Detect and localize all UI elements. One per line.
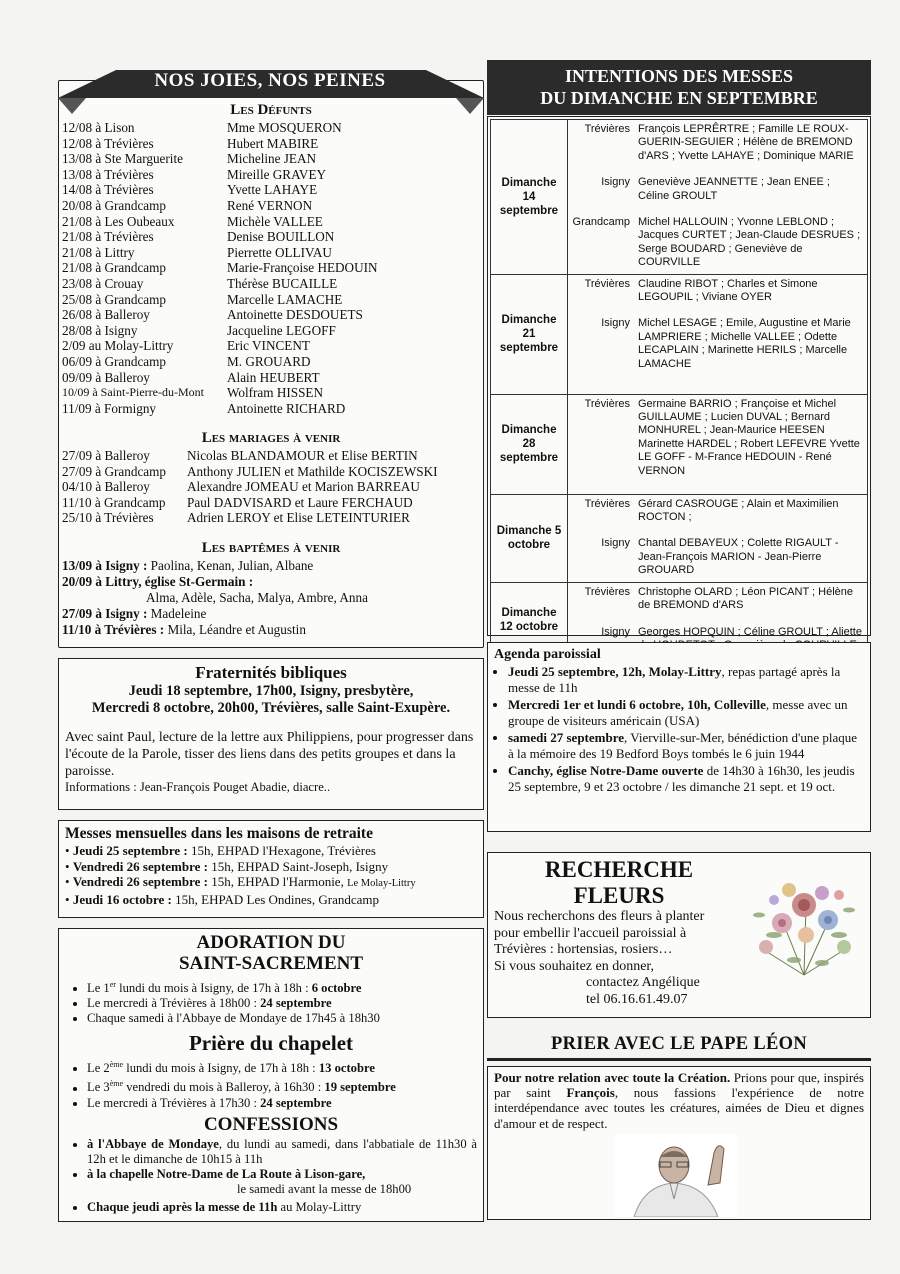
defunt-name: Hubert MABIRE xyxy=(227,135,319,151)
intention-row xyxy=(491,120,868,275)
defunt-date: 20/08 à Grandcamp xyxy=(62,197,166,213)
intention-day: Dimanche 21 septembre xyxy=(491,274,568,394)
intentions-box xyxy=(487,116,871,636)
fleurs-line4: Si vous souhaitez en donner, xyxy=(494,958,655,974)
schedule-item: • Chaque samedi à l'Abbaye de Mondaye de 17h45 à 18h30 xyxy=(87,1011,477,1026)
retraite-list xyxy=(65,843,477,907)
intention-entry xyxy=(568,534,867,581)
confessions-list xyxy=(65,1137,477,1215)
confession-item: • à la chapelle Notre-Dame de La Route à Lison-gare, le samedi avant la messe de 18h00 xyxy=(87,1167,477,1197)
schedule-item: • Le mercredi à Trévières à 18h00 : 24 septembre xyxy=(87,996,477,1011)
intentions-banner xyxy=(487,60,871,115)
defunt-date: 25/08 à Grandcamp xyxy=(62,291,166,307)
intention-names: Geneviève JEANNETTE ; Jean ENEE ; Céline GROULT xyxy=(638,176,830,202)
retraite-item: • Vendredi 26 septembre : 15h, EHPAD l'Harmonie, Le Molay-Littry xyxy=(65,874,416,889)
defunt-name: Yvette LAHAYE xyxy=(227,182,318,198)
baptemes-title: Les baptêmes à venir xyxy=(201,540,341,556)
intention-names: Germaine BARRIO ; Françoise et Michel GUILLAUME ; Lucien DUVAL ; Bernard MONHUREL ; Jean-Maurice HEESEN Marinette HARDEL ; Robert LEFEVRE Yvette LE GOFF - M-France HEDOUIN - René VERNON xyxy=(638,397,860,477)
defunt-row xyxy=(62,151,482,167)
bapteme-names: Paolina, Kenan, Julian, Albane xyxy=(150,558,314,573)
defunt-name: Mireille GRAVEY xyxy=(227,166,327,182)
agenda-list xyxy=(494,664,864,795)
defunt-date: 09/09 à Balleroy xyxy=(62,369,150,385)
agenda-item: • samedi 27 septembre, Vierville-sur-Mer, bénédiction d'une plaque à la mémoire des 19 Bedford Boys tombés le 6 juin 1944 xyxy=(508,730,864,762)
intention-entry xyxy=(568,395,867,482)
mariage-row xyxy=(62,479,482,495)
defunt-row xyxy=(62,401,482,417)
fleurs-line5: contactez Angélique xyxy=(586,975,700,990)
defunt-date: 06/09 à Grandcamp xyxy=(62,353,166,369)
mariages-list xyxy=(62,448,482,526)
schedule-item: • Le mercredi à Trévières à 17h30 : 24 septembre xyxy=(87,1096,477,1111)
defunt-name: Michèle VALLEE xyxy=(227,213,323,229)
schedule-item: • Le 1er lundi du mois à Isigny, de 17h à 18h : 6 octobre xyxy=(87,977,477,996)
mariages-title: Les mariages à venir xyxy=(201,430,341,446)
defunt-row xyxy=(62,229,482,245)
defunt-date: 28/08 à Isigny xyxy=(62,322,138,338)
fraternites-text: Avec saint Paul, lecture de la lettre aux Philippiens, pour progresser dans l'écoute de la Parole, tisser des liens dans des petits groupes et dans la paroisse. xyxy=(65,730,474,779)
intention-place: Trévières xyxy=(584,397,630,410)
bapteme-row xyxy=(62,606,482,622)
mariage-names: Anthony JULIEN et Mathilde KOCISZEWSKI xyxy=(187,463,438,479)
mariage-date: 11/10 à Grandcamp xyxy=(62,494,166,510)
intention-names: Chantal DEBAYEUX ; Colette RIGAULT - Jean-François MARION - Jean-Pierre GROUARD xyxy=(638,537,839,577)
defunt-name: Thérèse BUCAILLE xyxy=(227,275,338,291)
agenda-item: • Canchy, église Notre-Dame ouverte de 14h30 à 16h30, les jeudis 25 septembre, 9 et 23 octobre / les dimanche 21 sept. et 19 oct. xyxy=(508,763,864,795)
retraite-date: Jeudi 16 octobre : xyxy=(72,891,172,907)
fleurs-box xyxy=(487,852,871,1018)
defunt-row xyxy=(62,323,482,339)
defunt-date: 13/08 à Ste Marguerite xyxy=(62,151,183,167)
defunt-row xyxy=(62,182,482,198)
defunt-row xyxy=(62,260,482,276)
intention-place: Isigny xyxy=(601,537,630,550)
defunt-name: Marcelle LAMACHE xyxy=(227,291,343,307)
intention-day: Dimanche 12 octobre xyxy=(491,582,568,658)
pape-text2: , nous fassions l'expérience de notre interdépendance avec toutes les créatures, aimées de Dieu et dignes d'amour et de respect. xyxy=(494,1085,864,1131)
defunts-title: Les Défunts xyxy=(230,102,312,118)
defunt-row xyxy=(62,370,482,386)
bapteme-place: 27/09 à Isigny : xyxy=(62,606,148,621)
defunt-name: Pierrette OLLIVAU xyxy=(227,244,332,260)
intention-place: Grandcamp xyxy=(572,216,630,229)
intention-entry xyxy=(568,173,867,207)
bapteme-place: 11/10 à Trévières : xyxy=(62,622,165,637)
defunt-row xyxy=(62,198,482,214)
pape-text xyxy=(494,1070,864,1131)
mariage-names: Paul DADVISARD et Laure FERCHAUD xyxy=(187,494,413,510)
retraite-text: 15h, EHPAD l'Harmonie, xyxy=(211,874,344,889)
intention-entry xyxy=(568,213,867,274)
pape-rule xyxy=(487,1058,871,1061)
retraite-box xyxy=(58,820,484,918)
intention-entry xyxy=(568,275,867,309)
defunt-name: Mme MOSQUERON xyxy=(227,120,342,135)
fraternites-title: Fraternités bibliques xyxy=(195,663,347,682)
pape-text1: Prions pour que, inspirés par saint xyxy=(494,1070,864,1101)
intention-place: Isigny xyxy=(601,625,630,638)
defunt-date: 12/08 à Lison xyxy=(62,120,135,135)
defunt-date: 21/08 à Trévières xyxy=(62,229,154,245)
mariage-row xyxy=(62,495,482,511)
intentions-title1: INTENTIONS DES MESSES xyxy=(564,66,794,86)
confessions-title: CONFESSIONS xyxy=(203,1113,339,1135)
adoration-title2: SAINT-SACREMENT xyxy=(178,953,364,974)
defunt-name: Micheline JEAN xyxy=(227,151,316,167)
joies-title: NOS JOIES, NOS PEINES xyxy=(154,70,386,91)
defunt-date: 21/08 à Littry xyxy=(62,244,135,260)
intention-names: Gérard CASROUGE ; Alain et Maximilien ROCTON ; xyxy=(638,497,839,524)
mariage-date: 27/09 à Balleroy xyxy=(62,448,150,463)
intention-names: Christophe OLARD ; Léon PICANT ; Hélène de BREMOND d'ARS xyxy=(638,585,854,612)
defunt-row xyxy=(62,245,482,261)
intention-place: Isigny xyxy=(601,176,630,189)
fraternites-info: Informations : Jean-François Pouget Abadie, diacre.. xyxy=(65,780,331,794)
defunt-name: Jacqueline LEGOFF xyxy=(227,322,336,338)
adoration-box xyxy=(58,928,484,1222)
agenda-title: Agenda paroissial xyxy=(494,647,601,662)
schedule-item: • Le 3ème vendredi du mois à Balleroy, à 16h30 : 19 septembre xyxy=(87,1076,477,1095)
defunt-row xyxy=(62,136,482,152)
fraternites-box xyxy=(58,658,484,810)
intention-day: Dimanche 5 octobre xyxy=(491,494,568,582)
defunts-list xyxy=(62,120,482,416)
mariage-names: Nicolas BLANDAMOUR et Elise BERTIN xyxy=(187,448,418,463)
intention-entry xyxy=(568,495,867,529)
retraite-item: • Jeudi 16 octobre : 15h, EHPAD Les Ondines, Grandcamp xyxy=(65,891,380,907)
defunt-date: 13/08 à Trévières xyxy=(62,166,154,182)
retraite-text: 15h, EHPAD Saint-Joseph, Isigny xyxy=(211,858,389,874)
intention-names: Claudine RIBOT ; Charles et Simone LEGOUPIL ; Viviane OYER xyxy=(638,277,818,304)
mariage-names: Adrien LEROY et Elise LETEINTURIER xyxy=(187,510,410,526)
intention-entry xyxy=(568,314,867,375)
defunt-date: 23/08 à Crouay xyxy=(62,275,144,291)
defunt-name: Eric VINCENT xyxy=(227,338,310,354)
defunt-name: Marie-Françoise HEDOUIN xyxy=(227,260,378,276)
mariage-date: 25/10 à Trévières xyxy=(62,510,154,526)
retraite-item: • Jeudi 25 septembre : 15h, EHPAD l'Hexagone, Trévières xyxy=(65,843,376,858)
baptemes-list xyxy=(62,558,482,638)
defunt-date: 12/08 à Trévières xyxy=(62,135,154,151)
defunt-row xyxy=(62,385,482,401)
defunt-name: Wolfram HISSEN xyxy=(227,385,324,401)
defunt-row xyxy=(62,338,482,354)
intention-place: Isigny xyxy=(601,317,630,330)
chapelet-list xyxy=(65,1057,477,1110)
intention-row xyxy=(491,394,868,494)
intentions-table xyxy=(490,119,868,659)
retraite-title: Messes mensuelles dans les maisons de retraite xyxy=(65,825,373,842)
intention-place: Trévières xyxy=(584,497,630,510)
defunt-name: Antoinette RICHARD xyxy=(227,400,346,416)
defunt-row xyxy=(62,276,482,292)
mariage-date: 27/09 à Grandcamp xyxy=(62,463,166,479)
bapteme-place: 13/09 à Isigny : xyxy=(62,558,148,573)
bapteme-row xyxy=(62,558,482,574)
mariage-names: Alexandre JOMEAU et Marion BARREAU xyxy=(187,479,420,495)
defunt-date: 21/08 à Les Oubeaux xyxy=(62,213,175,229)
adoration-list xyxy=(65,977,477,1026)
intention-entry xyxy=(568,583,867,617)
defunt-row xyxy=(62,120,482,136)
defunt-date: 11/09 à Formigny xyxy=(62,400,157,416)
defunt-name: René VERNON xyxy=(227,197,313,213)
fleurs-line2: pour embellir l'accueil paroissial à xyxy=(494,925,687,941)
defunt-date: 26/08 à Balleroy xyxy=(62,307,150,323)
defunt-date: 14/08 à Trévières xyxy=(62,182,154,198)
defunt-row xyxy=(62,292,482,308)
mariage-row xyxy=(62,464,482,480)
adoration-title1: ADORATION DU xyxy=(196,932,346,953)
retraite-item: • Vendredi 26 septembre : 15h, EHPAD Saint-Joseph, Isigny xyxy=(65,858,389,874)
defunt-name: Antoinette DESDOUETS xyxy=(227,307,363,323)
defunt-row xyxy=(62,214,482,230)
agenda-item: • Mercredi 1er et lundi 6 octobre, 10h, Colleville, messe avec un groupe de visiteurs américain (USA) xyxy=(508,697,864,729)
mariage-date: 04/10 à Balleroy xyxy=(62,479,150,495)
intention-place: Trévières xyxy=(584,585,630,598)
defunt-row xyxy=(62,167,482,183)
intention-row xyxy=(491,494,868,582)
fraternites-line2: Mercredi 8 octobre, 20h00, Trévières, salle Saint-Exupère. xyxy=(91,700,451,716)
intention-place: Trévières xyxy=(584,123,630,135)
defunt-date: 21/08 à Grandcamp xyxy=(62,260,166,276)
intention-names: Georges HOPQUIN ; Céline GROULT ; Aliette xyxy=(638,625,862,638)
intention-day: Dimanche 28 septembre xyxy=(491,394,568,494)
defunt-name: M. GROUARD xyxy=(227,353,311,369)
fleurs-title2: FLEURS xyxy=(573,883,665,908)
pape-bold2: François xyxy=(566,1085,615,1101)
bapteme-row xyxy=(62,574,482,606)
confession-item: • à l'Abbaye de Mondaye, du lundi au samedi, dans l'abbatiale de 11h30 à 12h et le dimanche de 10h15 à 11h xyxy=(87,1137,477,1167)
bapteme-names: Mila, Léandre et Augustin xyxy=(167,622,306,637)
retraite-date: Vendredi 26 septembre : xyxy=(72,858,208,874)
intention-names: François LEPRÊRTRE ; Famille LE ROUX-GUERIN-SEGUIER ; Hélène de BREMOND d'ARS ; Yvette LAHAYE ; Dominique MARIE xyxy=(638,123,854,162)
retraite-small: Le Molay-Littry xyxy=(347,878,416,889)
bapteme-names: Alma, Adèle, Sacha, Malya, Ambre, Anna xyxy=(146,590,368,605)
retraite-date: Jeudi 25 septembre : xyxy=(72,843,188,858)
fraternites-line1: Jeudi 18 septembre, 17h00, Isigny, presbytère, xyxy=(128,683,414,699)
pape-box xyxy=(487,1066,871,1220)
intention-day: Dimanche 14 septembre xyxy=(491,120,568,275)
chapelet-title: Prière du chapelet xyxy=(188,1031,354,1056)
defunt-name: Alain HEUBERT xyxy=(227,369,320,385)
mariage-row xyxy=(62,510,482,526)
fleurs-title1: RECHERCHE xyxy=(544,857,694,882)
fleurs-line6: tel 06.16.61.49.07 xyxy=(586,991,688,1007)
defunt-name: Denise BOUILLON xyxy=(227,229,335,245)
intention-names: Michel HALLOUIN ; Yvonne LEBLOND ; Jacques CURTET ; Jean-Claude DESRUES ; Serge BOUDARD ; Geneviève de COURVILLE xyxy=(638,216,861,269)
defunt-date: 10/09 à Saint-Pierre-du-Mont xyxy=(62,385,204,400)
retraite-text: 15h, EHPAD l'Hexagone, Trévières xyxy=(191,843,376,858)
bapteme-row xyxy=(62,622,482,638)
defunt-row xyxy=(62,307,482,323)
bapteme-place: 20/09 à Littry, église St-Germain : xyxy=(62,574,254,589)
mariage-row xyxy=(62,448,482,464)
confession-item: • Chaque jeudi après la messe de 11h au Molay-Littry xyxy=(87,1200,477,1215)
defunt-date: 2/09 au Molay-Littry xyxy=(62,338,174,354)
agenda-box xyxy=(487,642,871,832)
intention-names: Michel LESAGE ; Emile, Augustine et Marie LAMPRIERE ; Michelle VALLEE ; Odette LECAPLAIN ; Marinette HERILS ; Marcelle LAMACHE xyxy=(638,317,851,370)
agenda-item: • Jeudi 25 septembre, 12h, Molay-Littry, repas partagé après la messe de 11h xyxy=(508,664,864,696)
intention-entry xyxy=(568,120,867,167)
intention-row xyxy=(491,274,868,394)
flower-bouquet-icon xyxy=(744,865,862,985)
fleurs-line1: Nous recherchons des fleurs à planter xyxy=(494,909,705,924)
retraite-date: Vendredi 26 septembre : xyxy=(72,874,208,889)
bapteme-names: Madeleine xyxy=(150,606,207,621)
defunt-row xyxy=(62,354,482,370)
retraite-text: 15h, EHPAD Les Ondines, Grandcamp xyxy=(175,891,380,907)
pape-title: PRIER AVEC LE PAPE LÉON xyxy=(550,1034,807,1054)
pape-bold1: Pour notre relation avec toute la Création. xyxy=(494,1070,731,1085)
intention-place: Trévières xyxy=(584,277,630,290)
schedule-item: • Le 2ème lundi du mois à Isigny, de 17h à 18h : 13 octobre xyxy=(87,1057,477,1076)
intentions-title2: DU DIMANCHE EN SEPTEMBRE xyxy=(540,88,818,108)
fleurs-line3: Trévières : hortensias, rosiers… xyxy=(494,942,673,957)
pope-photo xyxy=(614,1135,738,1217)
